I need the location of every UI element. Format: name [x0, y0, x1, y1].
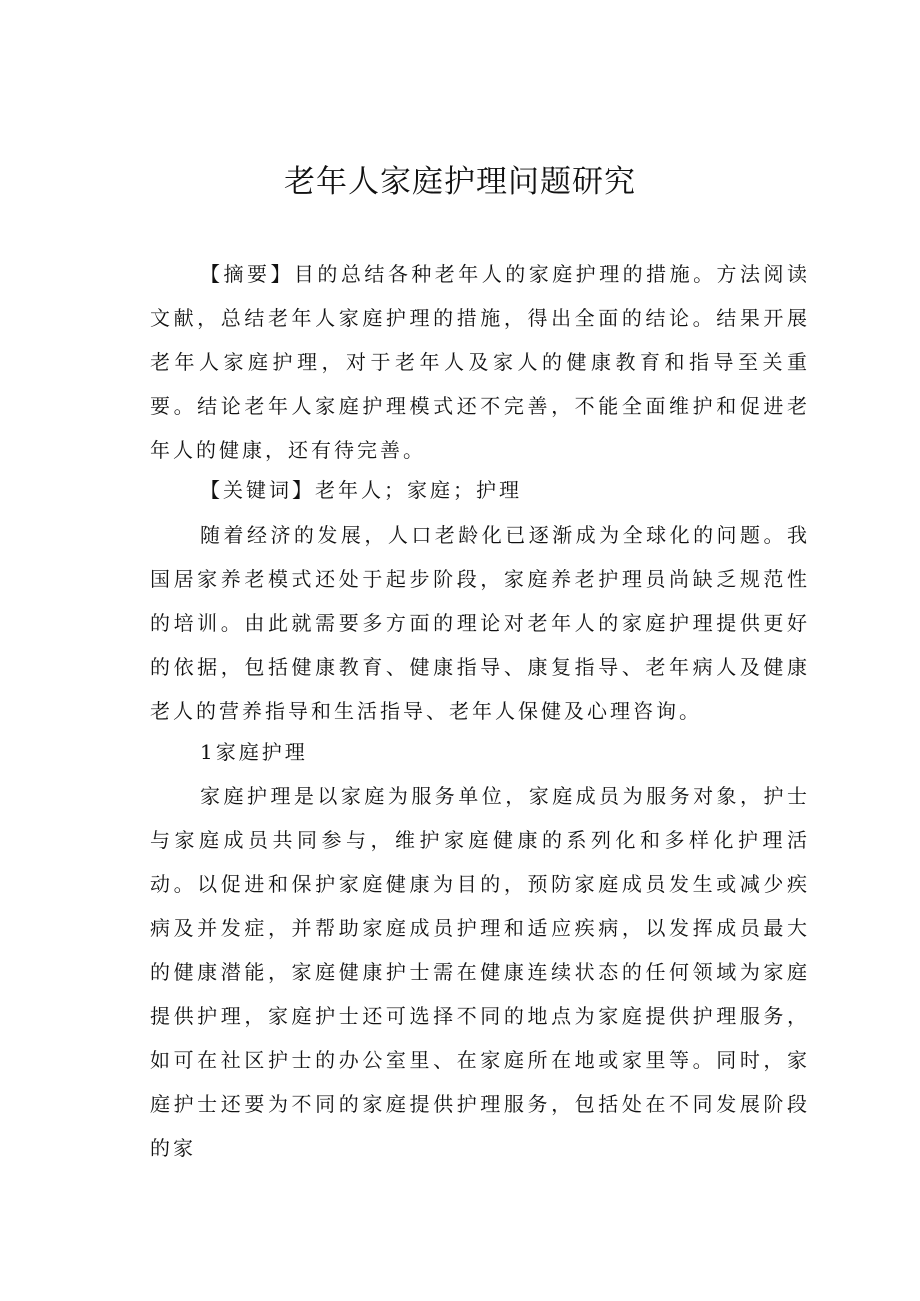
abstract-paragraph: 【摘要】目的总结各种老年人的家庭护理的措施。方法阅读文献，总结老年人家庭护理的措施，得出全面的结论。结果开展老年人家庭护理，对于老年人及家人的健康教育和指导至关重要。结论老年人家庭护理模式还不完善，不能全面维护和促进老年人的健康，还有待完善。 — [150, 262, 810, 462]
document-title: 老年人家庭护理问题研究 — [284, 164, 636, 200]
section-heading: 1家庭护理 — [200, 740, 308, 764]
intro-paragraph: 随着经济的发展，人口老龄化已逐渐成为全球化的问题。我国居家养老模式还处于起步阶段，家庭养老护理员尚缺乏规范性的培训。由此就需要多方面的理论对老年人的家庭护理提供更好的依据，包括健康教育、健康指导、康复指导、老年病人及健康老人的营养指导和生活指导、老年人保健及心理咨询。 — [150, 523, 810, 723]
family-nursing-paragraph: 家庭护理是以家庭为服务单位，家庭成员为服务对象，护士与家庭成员共同参与，维护家庭健康的系列化和多样化护理活动。以促进和保护家庭健康为目的，预防家庭成员发生或减少疾病及并发症，并帮助家庭成员护理和适应疾病，以发挥成员最大的健康潜能，家庭健康护士需在健康连续状态的任何领域为家庭提供护理，家庭护士还可选择不同的地点为家庭提供护理服务，如可在社区护士的办公室里、在家庭所在地或家里等。同时，家庭护士还要为不同的家庭提供护理服务，包括处在不同发展阶段的家 — [150, 784, 810, 1160]
keywords-paragraph: 【关键词】老年人；家庭；护理 — [200, 478, 522, 502]
